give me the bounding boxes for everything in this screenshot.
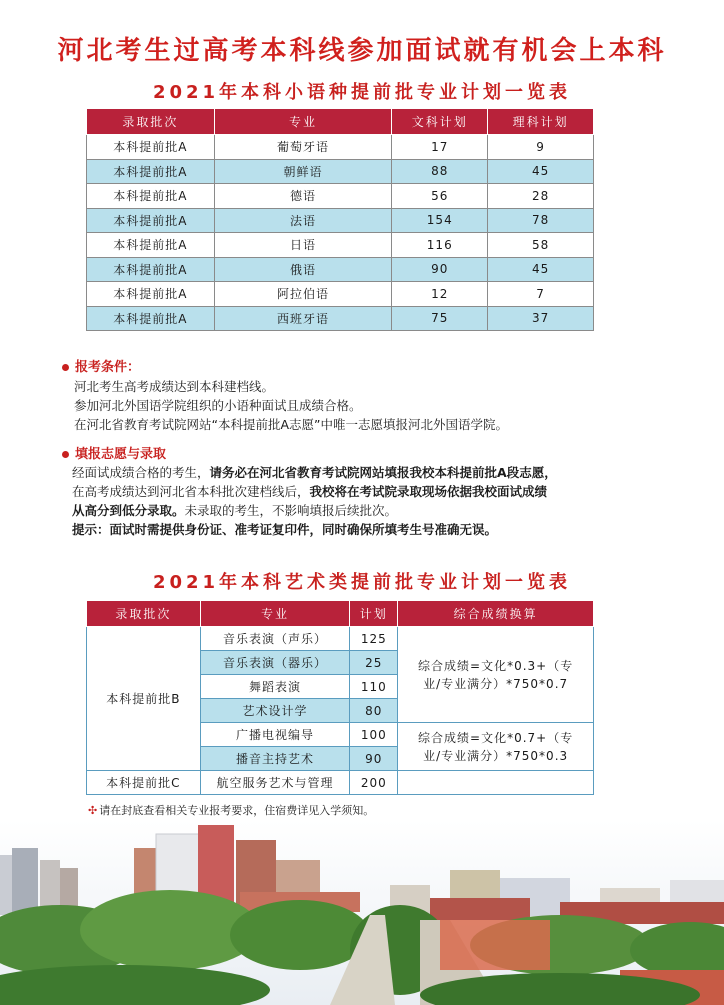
column-header: 专业 xyxy=(214,109,392,135)
table-header-row xyxy=(87,109,594,135)
table2-title: 2021年本科艺术类提前批专业计划一览表 xyxy=(152,572,572,593)
formula-cell: 综合成绩=文化*0.3+（专业/专业满分）*750*0.7 xyxy=(398,627,594,723)
major-cell: 朝鲜语 xyxy=(214,159,392,184)
table-row xyxy=(87,184,594,209)
arts-plan-cell: 56 xyxy=(392,184,488,209)
flower-mark-icon: ✣ xyxy=(88,804,98,817)
application-line: 从高分到低分录取。未录取的考生，不影响填报后续批次。 xyxy=(72,503,398,518)
page-title: 河北考生过高考本科线参加面试就有机会上本科 xyxy=(57,36,667,66)
footnote xyxy=(88,802,374,818)
arts-plan-cell: 12 xyxy=(392,282,488,307)
column-header: 综合成绩换算 xyxy=(398,601,594,627)
science-plan-cell: 28 xyxy=(488,184,594,209)
plan-cell: 125 xyxy=(350,627,398,651)
batch-cell: 本科提前批A xyxy=(87,135,215,160)
major-cell: 艺术设计学 xyxy=(200,699,350,723)
requirement-line: 河北考生高考成绩达到本科建档线。 xyxy=(74,379,275,394)
batch-cell: 本科提前批A xyxy=(87,159,215,184)
major-cell: 日语 xyxy=(214,233,392,258)
science-plan-cell: 45 xyxy=(488,159,594,184)
footnote-text: 请在封底查看相关专业报考要求，住宿费详见入学须知。 xyxy=(99,804,375,817)
plan-cell: 80 xyxy=(350,699,398,723)
table-header-row xyxy=(87,601,594,627)
arts-plan-cell: 116 xyxy=(392,233,488,258)
application-heading xyxy=(62,443,166,462)
table-row xyxy=(87,771,594,795)
major-cell: 阿拉伯语 xyxy=(214,282,392,307)
column-header: 录取批次 xyxy=(87,109,215,135)
major-cell: 葡萄牙语 xyxy=(214,135,392,160)
batch-cell: 本科提前批B xyxy=(87,627,201,771)
formula-cell: 综合成绩=文化*0.7+（专业/专业满分）*750*0.3 xyxy=(398,723,594,771)
application-line: 经面试成绩合格的考生，请务必在河北省教育考试院网站填报我校本科提前批A段志愿， xyxy=(72,465,557,480)
application-line: 在高考成绩达到河北省本科批次建档线后，我校将在考试院录取现场依据我校面试成绩 xyxy=(72,484,548,499)
major-cell: 西班牙语 xyxy=(214,306,392,331)
plan-cell: 110 xyxy=(350,675,398,699)
science-plan-cell: 45 xyxy=(488,257,594,282)
table-row xyxy=(87,233,594,258)
empty-cell xyxy=(398,771,594,795)
arts-plan-cell: 90 xyxy=(392,257,488,282)
campus-photo xyxy=(0,820,724,1005)
column-header: 专业 xyxy=(200,601,350,627)
bullet-icon xyxy=(62,451,69,458)
arts-plan-cell: 88 xyxy=(392,159,488,184)
arts-plan-cell: 154 xyxy=(392,208,488,233)
table-row xyxy=(87,257,594,282)
arts-plan-cell: 17 xyxy=(392,135,488,160)
table-row xyxy=(87,306,594,331)
table-row xyxy=(87,627,594,651)
batch-cell: 本科提前批A xyxy=(87,306,215,331)
requirements-heading xyxy=(62,356,140,375)
requirements-heading-text: 报考条件： xyxy=(75,360,141,375)
plan-cell: 25 xyxy=(350,651,398,675)
major-cell: 俄语 xyxy=(214,257,392,282)
major-cell: 音乐表演（声乐） xyxy=(200,627,350,651)
table-row xyxy=(87,208,594,233)
plan-cell: 90 xyxy=(350,747,398,771)
table1-title: 2021年本科小语种提前批专业计划一览表 xyxy=(152,82,572,103)
batch-cell: 本科提前批A xyxy=(87,184,215,209)
batch-cell: 本科提前批C xyxy=(87,771,201,795)
plan-cell: 100 xyxy=(350,723,398,747)
batch-cell: 本科提前批A xyxy=(87,282,215,307)
major-cell: 德语 xyxy=(214,184,392,209)
application-heading-text: 填报志愿与录取 xyxy=(75,447,167,462)
column-header: 文科计划 xyxy=(392,109,488,135)
batch-cell: 本科提前批A xyxy=(87,233,215,258)
requirement-line: 参加河北外国语学院组织的小语种面试且成绩合格。 xyxy=(74,398,362,413)
science-plan-cell: 9 xyxy=(488,135,594,160)
major-cell: 舞蹈表演 xyxy=(200,675,350,699)
science-plan-cell: 7 xyxy=(488,282,594,307)
science-plan-cell: 37 xyxy=(488,306,594,331)
major-cell: 广播电视编导 xyxy=(200,723,350,747)
major-cell: 播音主持艺术 xyxy=(200,747,350,771)
column-header: 理科计划 xyxy=(488,109,594,135)
major-cell: 航空服务艺术与管理 xyxy=(200,771,350,795)
art-plan-table xyxy=(86,600,594,795)
arts-plan-cell: 75 xyxy=(392,306,488,331)
batch-cell: 本科提前批A xyxy=(87,257,215,282)
table-row xyxy=(87,159,594,184)
science-plan-cell: 58 xyxy=(488,233,594,258)
major-cell: 音乐表演（器乐） xyxy=(200,651,350,675)
bullet-icon xyxy=(62,364,69,371)
foreign-language-plan-table xyxy=(86,108,594,331)
application-text xyxy=(72,463,557,539)
batch-cell: 本科提前批A xyxy=(87,208,215,233)
column-header: 录取批次 xyxy=(87,601,201,627)
plan-cell: 200 xyxy=(350,771,398,795)
tip-line: 提示：面试时需提供身份证、准考证复印件，同时确保所填考生号准确无误。 xyxy=(72,522,498,537)
requirement-line: 在河北省教育考试院网站“本科提前批A志愿”中唯一志愿填报河北外国语学院。 xyxy=(74,417,509,432)
table-row xyxy=(87,135,594,160)
table-row xyxy=(87,282,594,307)
column-header: 计划 xyxy=(350,601,398,627)
science-plan-cell: 78 xyxy=(488,208,594,233)
requirements-text xyxy=(74,377,508,434)
major-cell: 法语 xyxy=(214,208,392,233)
